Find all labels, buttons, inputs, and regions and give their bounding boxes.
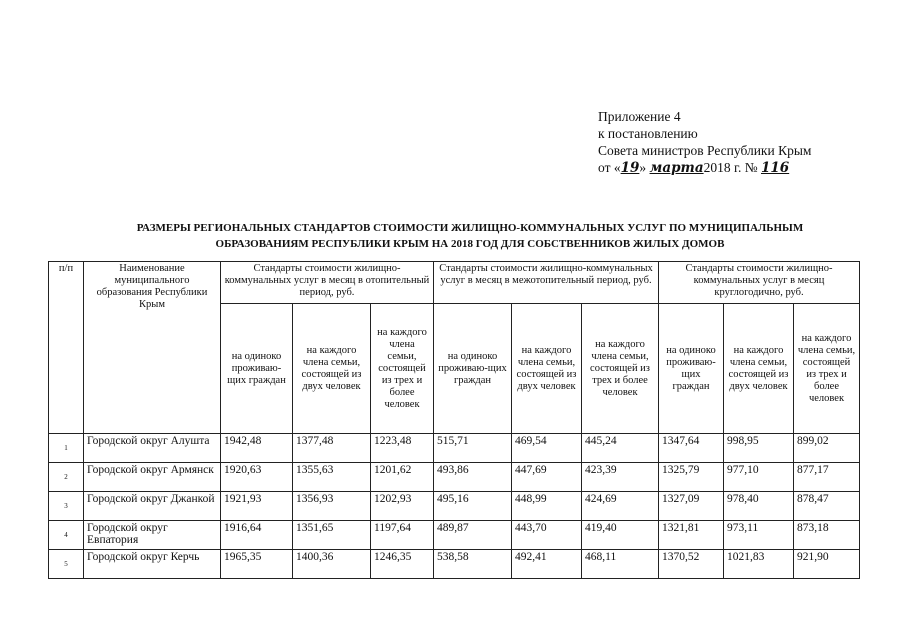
value-cell: 1321,81 [659, 521, 724, 550]
value-cell: 495,16 [434, 492, 512, 521]
value-cell: 1197,64 [371, 521, 434, 550]
value-cell: 448,99 [512, 492, 582, 521]
value-cell: 1347,64 [659, 434, 724, 463]
date-month: марта [649, 160, 704, 176]
row-number: 3 [49, 492, 84, 521]
value-cell: 1916,64 [221, 521, 293, 550]
municipality-name: Городской округ Джанкой [84, 492, 221, 521]
municipality-name: Городской округ Алушта [84, 434, 221, 463]
value-cell: 469,54 [512, 434, 582, 463]
municipality-name: Городской округ Керчь [84, 550, 221, 579]
value-cell: 1327,09 [659, 492, 724, 521]
value-cell: 973,11 [724, 521, 794, 550]
table-row [49, 434, 860, 463]
title-line-2: ОБРАЗОВАНИЯМ РЕСПУБЛИКИ КРЫМ НА 2018 ГОД ДЛЯ СОБСТВЕННИКОВ ЖИЛЫХ ДОМОВ [215, 238, 725, 250]
subheader-three-plus: на каждого члена семьи, состоящей из трех и более человек [794, 304, 860, 434]
value-cell: 998,95 [724, 434, 794, 463]
value-cell: 1356,93 [293, 492, 371, 521]
value-cell: 1021,83 [724, 550, 794, 579]
value-cell: 878,47 [794, 492, 860, 521]
table-row [49, 492, 860, 521]
date-prefix: от « [598, 160, 621, 175]
appendix-date-line [598, 159, 811, 177]
group-header-row [49, 262, 860, 304]
value-cell: 423,39 [582, 463, 659, 492]
table-row [49, 463, 860, 492]
value-cell: 489,87 [434, 521, 512, 550]
value-cell: 1201,62 [371, 463, 434, 492]
subheader-single: на одиноко проживаю-щих граждан [659, 304, 724, 434]
value-cell: 493,86 [434, 463, 512, 492]
date-day: 19 [620, 160, 640, 176]
value-cell: 877,17 [794, 463, 860, 492]
subheader-single: на одиноко проживаю-щих граждан [434, 304, 512, 434]
group-header-heating: Стандарты стоимости жилищно-коммунальных услуг в месяц в отопительный период, руб. [221, 262, 434, 304]
date-mid: » [639, 160, 647, 175]
document-title [70, 220, 870, 252]
value-cell: 515,71 [434, 434, 512, 463]
col-num-header: п/п [49, 262, 84, 434]
value-cell: 424,69 [582, 492, 659, 521]
table-row [49, 550, 860, 579]
value-cell: 1965,35 [221, 550, 293, 579]
table-body [49, 434, 860, 579]
title-line-1: РАЗМЕРЫ РЕГИОНАЛЬНЫХ СТАНДАРТОВ СТОИМОСТИ ЖИЛИЩНО-КОММУНАЛЬНЫХ УСЛУГ ПО МУНИЦИПАЛЬНЫМ [136, 222, 804, 234]
date-number: 116 [761, 160, 790, 176]
value-cell: 419,40 [582, 521, 659, 550]
table-row [49, 521, 860, 550]
appendix-line-1: Приложение 4 [598, 109, 681, 124]
value-cell: 443,70 [512, 521, 582, 550]
value-cell: 492,41 [512, 550, 582, 579]
standards-table [48, 261, 860, 579]
subheader-three-plus: на каждого члена семьи, состоящей из трех и более человек [371, 304, 434, 434]
municipality-name: Городской округ Евпатория [84, 521, 221, 550]
subheader-single: на одиноко проживаю-щих граждан [221, 304, 293, 434]
group-header-nonheating: Стандарты стоимости жилищно-коммунальных услуг в месяц в межотопительный период, руб. [434, 262, 659, 304]
value-cell: 1223,48 [371, 434, 434, 463]
value-cell: 1355,63 [293, 463, 371, 492]
group-header-yearround: Стандарты стоимости жилищно-коммунальных услуг в месяц круглогодично, руб. [659, 262, 860, 304]
subheader-two: на каждого члена семьи, состоящей из двух человек [293, 304, 371, 434]
row-number: 2 [49, 463, 84, 492]
appendix-line-3: Совета министров Республики Крым [598, 143, 812, 158]
value-cell: 977,10 [724, 463, 794, 492]
subheader-two: на каждого члена семьи, состоящей из двух человек [512, 304, 582, 434]
value-cell: 468,11 [582, 550, 659, 579]
value-cell: 1351,65 [293, 521, 371, 550]
value-cell: 1921,93 [221, 492, 293, 521]
row-number: 1 [49, 434, 84, 463]
value-cell: 1325,79 [659, 463, 724, 492]
value-cell: 445,24 [582, 434, 659, 463]
value-cell: 873,18 [794, 521, 860, 550]
value-cell: 1920,63 [221, 463, 293, 492]
municipality-name: Городской округ Армянск [84, 463, 221, 492]
appendix-line-2: к постановлению [598, 126, 698, 141]
value-cell: 1942,48 [221, 434, 293, 463]
value-cell: 1246,35 [371, 550, 434, 579]
col-name-header: Наименование муниципального образования Республики Крым [84, 262, 221, 434]
value-cell: 1377,48 [293, 434, 371, 463]
value-cell: 1370,52 [659, 550, 724, 579]
value-cell: 447,69 [512, 463, 582, 492]
value-cell: 1400,36 [293, 550, 371, 579]
subheader-two: на каждого члена семьи, состоящей из двух человек [724, 304, 794, 434]
subheader-three-plus: на каждого члена семьи, состоящей из трех и более человек [582, 304, 659, 434]
row-number: 5 [49, 550, 84, 579]
row-number: 4 [49, 521, 84, 550]
value-cell: 899,02 [794, 434, 860, 463]
appendix-block [598, 108, 811, 177]
date-year: 2018 г. № [703, 160, 758, 175]
value-cell: 1202,93 [371, 492, 434, 521]
value-cell: 978,40 [724, 492, 794, 521]
value-cell: 921,90 [794, 550, 860, 579]
value-cell: 538,58 [434, 550, 512, 579]
